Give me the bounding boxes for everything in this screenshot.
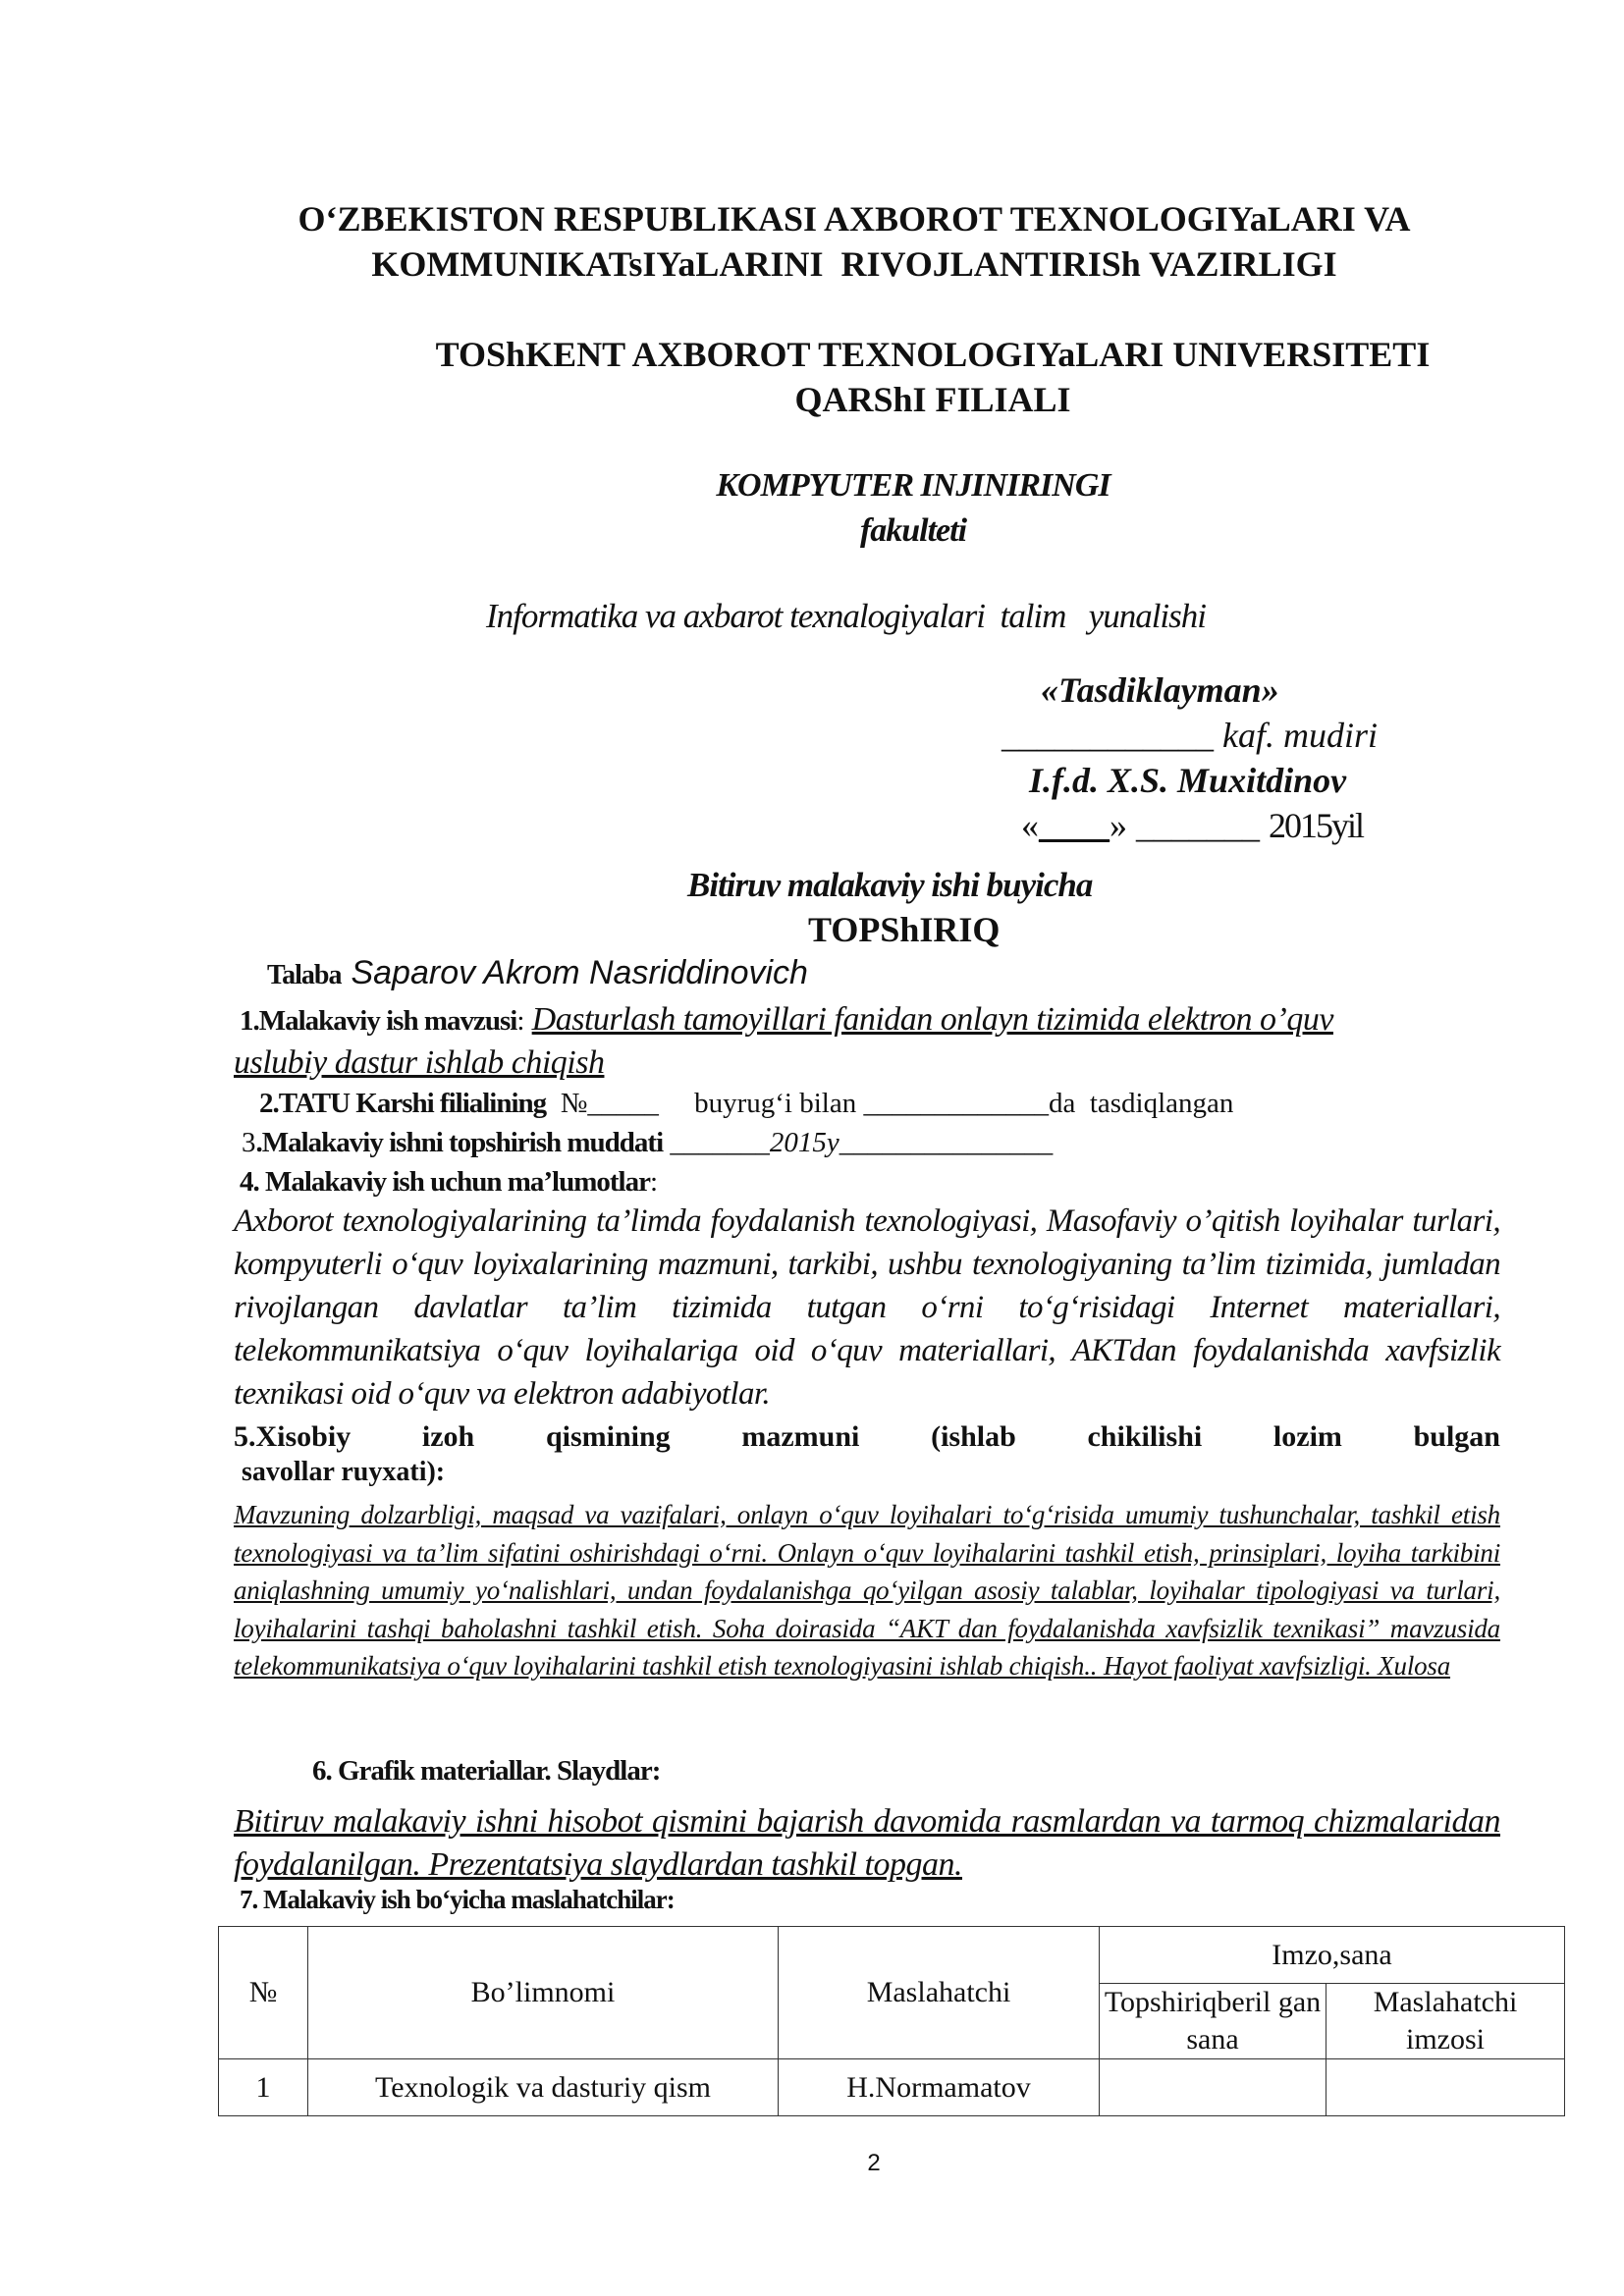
document-title: TOPShIRIQ <box>808 910 1001 949</box>
document-subtitle: Bitiruv malakaviy ishi buyicha <box>687 866 1093 904</box>
section-4-text: Axborot texnologiyalarining ta’limda foydalanish texnologiyasi, Masofaviy o’qitish loyihalar turlari, kompyuterli o‘quv loyixalarining mazmuni, tarkibi, ushbu texnologiyaning ta’lim tizimida, jumladan rivojlangan davlatlar ta’lim tizimida tutgan o‘rni to‘g‘risidagi Internet materiallari, telekommunikatsiya o‘quv loyihalariga oid o‘quv materiallari, AKTdan foydalanishda xavfsizlik texnikasi oid o‘quv va elektron adabiyotlar. <box>234 1203 1500 1412</box>
faculty-word: fakulteti <box>859 512 967 549</box>
header-advisor: Maslahatchi <box>779 1927 1100 2059</box>
section-4-heading <box>240 1166 658 1199</box>
section-3-blank-1: _______ <box>663 1127 770 1158</box>
student-label: Talaba <box>267 960 342 990</box>
student-name: Saparov Akrom Nasriddinovich <box>351 954 808 991</box>
section-6-heading <box>312 1755 660 1788</box>
university-line-2: QARShI FILIALI <box>794 380 1071 419</box>
header-sign-date: Imzo,sana <box>1100 1927 1565 1984</box>
date-blank: ____ <box>1039 806 1110 845</box>
section-1-label: 1.Malakaviy ish mavzusi <box>240 1005 517 1037</box>
page-number: 2 <box>867 2150 881 2176</box>
faculty-name: KOMPYUTER INJINIRINGI <box>716 467 1110 504</box>
row-given-date <box>1100 2059 1326 2116</box>
section-4-label: 4. Malakaviy ish uchun ma’lumotlar <box>240 1166 650 1198</box>
section-3-num: 3 <box>242 1127 256 1158</box>
header-advisor-sign: Maslahatchi imzosi <box>1326 1984 1565 2059</box>
approval-title: «Tasdiklayman» <box>1041 670 1279 710</box>
section-5-label: 5.Xisobiy izoh qismining mazmuni (ishlab chikilishi lozim bulgan <box>234 1420 1500 1453</box>
row-advisor: H.Normamatov <box>779 2059 1100 2116</box>
table-header-row <box>219 1927 1565 1984</box>
approval-date <box>1001 803 1378 848</box>
university-line-1: TOShKENT AXBOROT TEXNOLOGIYaLARI UNIVERSITETI <box>435 335 1431 374</box>
section-4-colon: : <box>649 1166 659 1198</box>
header-num: № <box>219 1927 308 2059</box>
date-open: « <box>1021 806 1039 845</box>
faculty-heading <box>491 463 1335 554</box>
section-1 <box>240 1001 1333 1039</box>
section-6-label: 6. Grafik materiallar <box>312 1755 545 1787</box>
header-given-date: Topshiriqberil gan sana <box>1100 1984 1326 2059</box>
section-6-label-2: . Slaydlar: <box>544 1755 661 1787</box>
section-3-label: .Malakaviy ishni topshirish muddati <box>255 1127 664 1158</box>
section-1-topic-line2: uslubiy dastur ishlab chiqish <box>234 1044 605 1081</box>
approval-year: 2015yil <box>1269 806 1364 845</box>
ministry-line-1: O‘ZBEKISTON RESPUBLIKASI AXBOROT TEXNOLOGIYaLARI VA <box>298 199 1411 239</box>
section-3-blank-2: _______________ <box>839 1127 1054 1158</box>
section-2-text: №_____ buyrug‘i bilan _____________da tasdiqlangan <box>546 1088 1234 1119</box>
direction-line: Informatika va axbarot texnalogiyalari talim yunalishi <box>486 597 1206 635</box>
header-section: Bo’limnomi <box>308 1927 779 2059</box>
section-3 <box>242 1127 1053 1159</box>
approval-name: I.f.d. X.S. Muxitdinov <box>1029 761 1347 800</box>
section-2 <box>259 1088 1233 1120</box>
section-5-text: Mavzuning dolzarbligi, maqsad va vazifalari, onlayn o‘quv loyihalari to‘g‘risida umumiy tushunchalar, tashkil etish texnologiyasi va ta’lim sifatini oshirishdagi o‘rni. Onlayn o‘quv loyihalarini tashkil etish, prinsiplari, loyiha tarkibini aniqlashning umumiy yo‘nalishlari, undan foydalanishga qo‘yilgan asosiy talablar, loyihalar tipologiyasi va turlari, loyihalarini tashqi baholashni tashkil etish. Soha doirasida “AKT dan foydalanishda xavfsizlik texnikasi” mavzusida telekommunikatsiya o‘quv loyihalarini tashkil etish texnologiyasini ishlab chiqish.. Hayot faoliyat xavfsizligi. Xulosa <box>234 1500 1500 1681</box>
university-heading <box>304 332 1561 422</box>
section-1-topic-line1: Dasturlash tamoyillari fanidan onlayn tizimida elektron o’quv <box>531 1001 1333 1038</box>
ministry-heading <box>177 196 1532 287</box>
approval-role: ____________ kaf. mudiri <box>1001 716 1378 755</box>
row-num: 1 <box>219 2059 308 2116</box>
section-2-label: 2.TATU Karshi filialining <box>259 1088 547 1119</box>
date-close: » _______ <box>1110 806 1269 845</box>
approval-block <box>1001 667 1378 848</box>
table-row <box>219 2059 1565 2116</box>
row-advisor-sign <box>1326 2059 1565 2116</box>
ministry-line-2: KOMMUNIKATsIYaLARINI RIVOJLANTIRISh VAZIRLIGI <box>371 244 1337 284</box>
section-1-colon: : <box>516 1005 532 1037</box>
student-line <box>267 954 808 992</box>
advisors-table <box>218 1926 1565 2116</box>
section-6-text: Bitiruv malakaviy ishni hisobot qismini bajarish davomida rasmlardan va tarmoq chizmalaridan foydalanilgan. Prezentatsiya slaydlardan tashkil topgan. <box>234 1803 1500 1883</box>
section-5-label-2: savollar ruyxati): <box>242 1457 446 1487</box>
row-section: Texnologik va dasturiy qism <box>308 2059 779 2116</box>
section-3-year: 2015y <box>769 1127 839 1158</box>
section-7-label: 7. Malakaviy ish bo‘yicha maslahatchilar: <box>240 1885 675 1914</box>
